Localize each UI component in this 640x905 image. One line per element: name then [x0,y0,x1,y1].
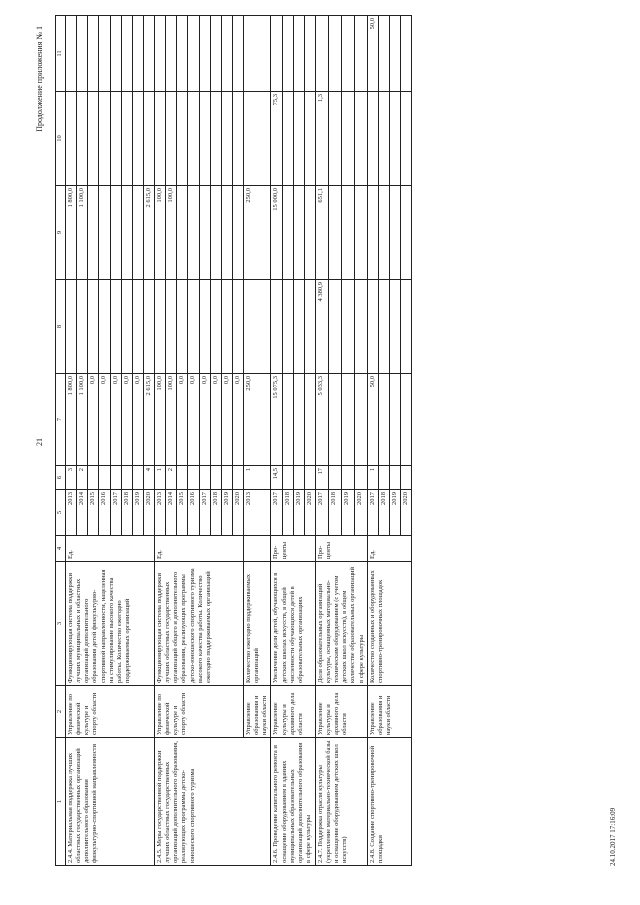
regional-funding-cell: 100,0 [155,186,166,280]
other-funding-cell [282,16,293,92]
federal-funding-cell [99,280,110,374]
regional-funding-cell: 651,1 [315,186,328,280]
regional-funding-cell: 1 100,0 [77,186,88,280]
year-cell: 2017 [110,490,121,536]
other-funding-cell [378,16,389,92]
other-funding-cell [244,16,271,92]
total-funding-cell: 0,0 [188,374,199,466]
value-cell [341,466,354,490]
total-funding-cell: 0,0 [210,374,221,466]
value-cell [293,466,304,490]
column-number: 6 [56,466,66,490]
table-row [367,16,378,866]
year-cell: 2020 [354,490,367,536]
executor-cell: Управление образования и науки области [244,686,271,738]
value-cell [282,466,293,490]
federal-funding-cell [155,280,166,374]
value-cell: 1 [367,466,378,490]
indicator-cell: Увеличение доли детей, обучающихся в детских школах искусств, в общей численности обучающихся детей в образовательных организациях [271,562,316,686]
federal-funding-cell [389,280,400,374]
total-funding-cell: 0,0 [177,374,188,466]
year-cell: 2019 [132,490,143,536]
program-measures-table [55,15,412,866]
other-funding-cell [199,16,210,92]
federal-funding-cell [328,280,341,374]
total-funding-cell [389,374,400,466]
federal-funding-cell [199,280,210,374]
federal-funding-cell [143,280,154,374]
column-number: 2 [56,686,66,738]
other-funding-cell [232,16,243,92]
value-cell [121,466,132,490]
column-number: 9 [56,186,66,280]
other-funding-cell [210,16,221,92]
federal-funding-cell [110,280,121,374]
year-cell: 2018 [328,490,341,536]
column-number: 4 [56,536,66,562]
value-cell: 1 [244,466,271,490]
municipal-funding-cell [121,92,132,186]
municipal-funding-cell [188,92,199,186]
value-cell [210,466,221,490]
year-cell: 2013 [66,490,77,536]
municipal-funding-cell [354,92,367,186]
regional-funding-cell [199,186,210,280]
value-cell [389,466,400,490]
year-cell: 2013 [244,490,271,536]
other-funding-cell [354,16,367,92]
other-funding-cell [166,16,177,92]
federal-funding-cell [221,280,232,374]
measure-name: 2.4.4. Материальная поддержка лучших областных государственных организаций дополнительного образования физкультурно-спортивной направленности [66,738,155,866]
measure-name: 2.4.7. Поддержка отрасли культуры (укрепление материально-технической базы и оснащение оборудованием детских школ искусств) [315,738,367,866]
other-funding-cell [389,16,400,92]
table-row [155,16,166,866]
year-cell: 2020 [232,490,243,536]
value-cell: 14,5 [271,466,282,490]
year-cell: 2018 [210,490,221,536]
total-funding-cell [341,374,354,466]
regional-funding-cell [132,186,143,280]
municipal-funding-cell: 1,3 [315,92,328,186]
value-cell: 2 [166,466,177,490]
regional-funding-cell [354,186,367,280]
value-cell [221,466,232,490]
total-funding-cell [304,374,315,466]
measure-name: 2.4.5. Меры государственной поддержки лучших областных государственных организаций дополнительного образования, реализующих программы детско-юношеского спортивного туризма [155,738,271,866]
year-cell: 2017 [367,490,378,536]
year-cell: 2020 [401,490,412,536]
municipal-funding-cell [378,92,389,186]
executor-cell: Управление по физической культуре и спорту области [66,686,155,738]
other-funding-cell [155,16,166,92]
total-funding-cell: 100,0 [155,374,166,466]
municipal-funding-cell [155,92,166,186]
regional-funding-cell [210,186,221,280]
regional-funding-cell [282,186,293,280]
value-cell [232,466,243,490]
municipal-funding-cell [77,92,88,186]
total-funding-cell [293,374,304,466]
municipal-funding-cell [221,92,232,186]
municipal-funding-cell [99,92,110,186]
other-funding-cell [88,16,99,92]
year-cell: 2018 [121,490,132,536]
indicator-cell: Количество созданных и оборудованных спортивно-тренировочных площадок [367,562,412,686]
municipal-funding-cell [304,92,315,186]
federal-funding-cell [341,280,354,374]
federal-funding-cell [378,280,389,374]
rotated-table-page [25,16,625,866]
federal-funding-cell [77,280,88,374]
value-cell: 4 [143,466,154,490]
year-cell: 2015 [88,490,99,536]
table-row [271,16,282,866]
column-number-row [56,16,66,866]
federal-funding-cell [66,280,77,374]
municipal-funding-cell [110,92,121,186]
total-funding-cell: 0,0 [99,374,110,466]
regional-funding-cell [389,186,400,280]
total-funding-cell: 1 800,0 [66,374,77,466]
other-funding-cell [341,16,354,92]
federal-funding-cell [232,280,243,374]
value-cell [132,466,143,490]
value-cell [304,466,315,490]
municipal-funding-cell [88,92,99,186]
other-funding-cell [293,16,304,92]
value-cell [99,466,110,490]
municipal-funding-cell [341,92,354,186]
other-funding-cell [221,16,232,92]
regional-funding-cell [110,186,121,280]
column-number: 11 [56,16,66,92]
regional-funding-cell [88,186,99,280]
regional-funding-cell [232,186,243,280]
value-cell [378,466,389,490]
column-number: 5 [56,490,66,536]
federal-funding-cell [177,280,188,374]
municipal-funding-cell [199,92,210,186]
municipal-funding-cell: 75,3 [271,92,282,186]
executor-cell: Управление культуры и архивного дела области [271,686,316,738]
page-number: 21 [35,438,44,446]
municipal-funding-cell [132,92,143,186]
federal-funding-cell: 4 380,9 [315,280,328,374]
total-funding-cell: 0,0 [132,374,143,466]
total-funding-cell: 5 033,3 [315,374,328,466]
other-funding-cell [271,16,282,92]
municipal-funding-cell [143,92,154,186]
table-body [66,16,412,866]
total-funding-cell: 0,0 [121,374,132,466]
year-cell: 2017 [271,490,282,536]
year-cell: 2018 [282,490,293,536]
year-cell: 2016 [188,490,199,536]
value-cell: 3 [66,466,77,490]
regional-funding-cell: 100,0 [166,186,177,280]
federal-funding-cell [304,280,315,374]
other-funding-cell [188,16,199,92]
federal-funding-cell [132,280,143,374]
other-funding-cell [328,16,341,92]
value-cell: 1 [155,466,166,490]
federal-funding-cell [354,280,367,374]
unit-cell: Про-центы [315,536,367,562]
municipal-funding-cell [232,92,243,186]
municipal-funding-cell [401,92,412,186]
year-cell: 2014 [166,490,177,536]
total-funding-cell: 100,0 [166,374,177,466]
total-funding-cell: 50,0 [367,374,378,466]
regional-funding-cell: 250,0 [244,186,271,280]
total-funding-cell: 0,0 [110,374,121,466]
year-cell: 2019 [293,490,304,536]
unit-cell: Ед. [155,536,244,562]
value-cell [401,466,412,490]
value-cell: 17 [315,466,328,490]
executor-cell: Управление по физической культуре и спорту области [155,686,244,738]
measure-name: 2.4.6. Проведение капитального ремонта и оснащение оборудованием в зданиях муниципальных образовательных организаций дополнительного образования в сфере культуры [271,738,316,866]
regional-funding-cell [293,186,304,280]
municipal-funding-cell [367,92,378,186]
other-funding-cell [143,16,154,92]
federal-funding-cell [271,280,282,374]
regional-funding-cell [121,186,132,280]
regional-funding-cell [177,186,188,280]
indicator-cell: Функционирующая система поддержки лучших областных государственных организаций общего и дополнительного образования, реализующих программы детско-юношеского спортивного туризма высокого качества работы. Количество ежегодно поддерживаемых организаций [155,562,244,686]
federal-funding-cell [367,280,378,374]
unit-cell: Про-центы [271,536,316,562]
value-cell [188,466,199,490]
total-funding-cell: 0,0 [221,374,232,466]
other-funding-cell [132,16,143,92]
other-funding-cell [110,16,121,92]
municipal-funding-cell [166,92,177,186]
regional-funding-cell [188,186,199,280]
regional-funding-cell [378,186,389,280]
executor-cell: Управление культуры и архивного дела области [315,686,367,738]
year-cell: 2013 [155,490,166,536]
table-row [66,16,77,866]
federal-funding-cell [121,280,132,374]
appendix-caption: Продолжение приложения № 1 [35,26,44,132]
municipal-funding-cell [177,92,188,186]
regional-funding-cell [341,186,354,280]
column-number: 1 [56,738,66,866]
value-cell [88,466,99,490]
municipal-funding-cell [282,92,293,186]
unit-cell [244,536,271,562]
other-funding-cell [401,16,412,92]
federal-funding-cell [293,280,304,374]
indicator-cell: Количество ежегодно поддерживаемых организаций [244,562,271,686]
column-number: 8 [56,280,66,374]
regional-funding-cell [328,186,341,280]
column-number: 10 [56,92,66,186]
value-cell: 2 [77,466,88,490]
federal-funding-cell [166,280,177,374]
year-cell: 2020 [143,490,154,536]
year-cell: 2019 [221,490,232,536]
other-funding-cell [66,16,77,92]
municipal-funding-cell [66,92,77,186]
regional-funding-cell: 1 800,0 [66,186,77,280]
total-funding-cell: 250,0 [244,374,271,466]
municipal-funding-cell [389,92,400,186]
indicator-cell: Функционирующая система поддержки лучших муниципальных и областных организаций дополнительного образования детей физкультурно-спортивной направленности, нацеленная на стимулирование высокого качества работы. Количество ежегодно поддерживаемых организаций [66,562,155,686]
other-funding-cell [304,16,315,92]
federal-funding-cell [210,280,221,374]
regional-funding-cell: 15 000,0 [271,186,282,280]
year-cell: 2017 [315,490,328,536]
other-funding-cell: 50,0 [367,16,378,92]
unit-cell: Ед. [66,536,155,562]
year-cell: 2020 [304,490,315,536]
total-funding-cell: 0,0 [88,374,99,466]
executor-cell: Управление образования и науки области [367,686,412,738]
value-cell [354,466,367,490]
total-funding-cell [354,374,367,466]
municipal-funding-cell [293,92,304,186]
value-cell [199,466,210,490]
column-number: 7 [56,374,66,466]
total-funding-cell: 0,0 [199,374,210,466]
other-funding-cell [77,16,88,92]
regional-funding-cell: 2 615,0 [143,186,154,280]
value-cell [177,466,188,490]
year-cell: 2018 [378,490,389,536]
total-funding-cell: 1 100,0 [77,374,88,466]
other-funding-cell [177,16,188,92]
other-funding-cell [315,16,328,92]
federal-funding-cell [401,280,412,374]
total-funding-cell: 0,0 [232,374,243,466]
municipal-funding-cell [244,92,271,186]
federal-funding-cell [244,280,271,374]
other-funding-cell [99,16,110,92]
other-funding-cell [121,16,132,92]
regional-funding-cell [401,186,412,280]
year-cell: 2015 [177,490,188,536]
total-funding-cell: 2 615,0 [143,374,154,466]
value-cell [110,466,121,490]
value-cell [328,466,341,490]
total-funding-cell [378,374,389,466]
municipal-funding-cell [210,92,221,186]
regional-funding-cell [304,186,315,280]
regional-funding-cell [99,186,110,280]
indicator-cell: Доля образовательных организаций культуры, оснащенных материально-техническим оборудованием (с учетом детских школ искусств), в общем количестве образовательных организаций в сфере культуры [315,562,367,686]
federal-funding-cell [88,280,99,374]
column-number: 3 [56,562,66,686]
year-cell: 2019 [389,490,400,536]
regional-funding-cell [367,186,378,280]
total-funding-cell: 15 075,3 [271,374,282,466]
year-cell: 2016 [99,490,110,536]
year-cell: 2014 [77,490,88,536]
unit-cell: Ед. [367,536,412,562]
federal-funding-cell [282,280,293,374]
federal-funding-cell [188,280,199,374]
total-funding-cell [401,374,412,466]
year-cell: 2017 [199,490,210,536]
print-timestamp: 24.10.2017 17:16:09 [609,807,617,866]
measure-name: 2.4.8. Создание спортивно-тренировочной площадки [367,738,412,866]
total-funding-cell [282,374,293,466]
municipal-funding-cell [328,92,341,186]
total-funding-cell [328,374,341,466]
regional-funding-cell [221,186,232,280]
table-row [315,16,328,866]
year-cell: 2019 [341,490,354,536]
